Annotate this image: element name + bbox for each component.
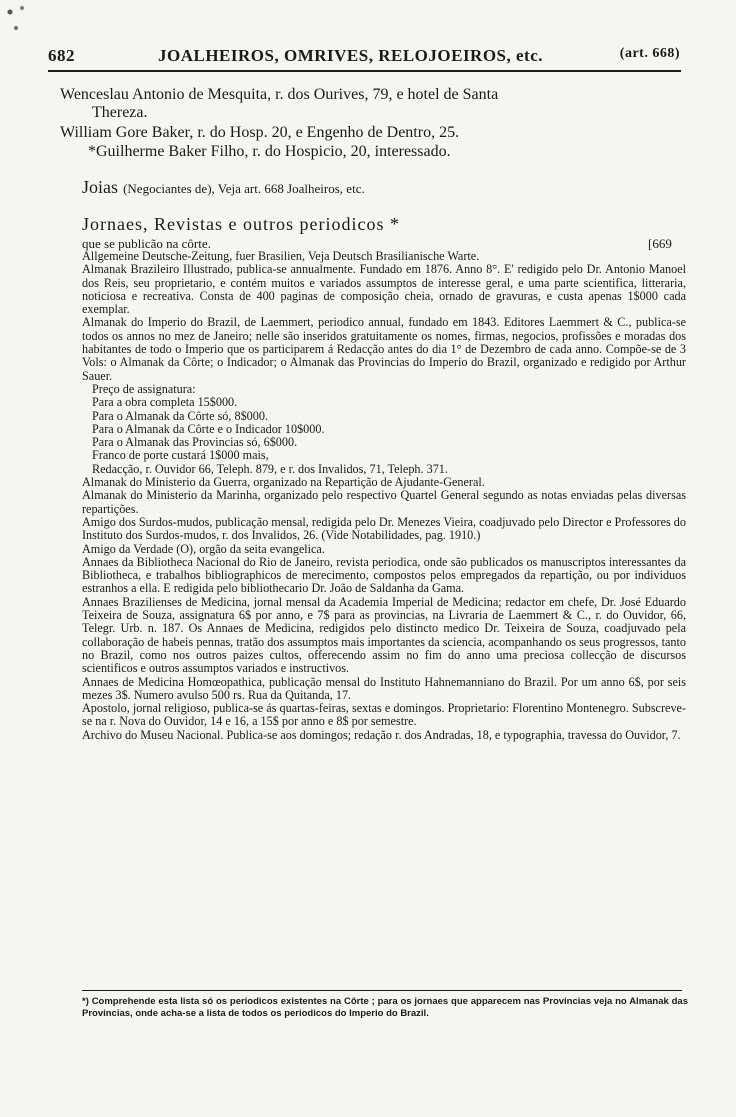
entry-william: William Gore Baker, r. do Hosp. 20, e Engenho de Dentro, 25.: [60, 124, 460, 141]
entry-preco-provincias: Para o Almanak das Provincias só, 6$000.: [92, 435, 298, 450]
entry-almanak-illustrado: Almanak Brazileiro Illustrado, publica-se annualmente. Fundado em 1876. Anno 8°. E' redigido pelo Dr. Antonio Manoel dos Reis, seu proprietario, e contém muitos e variados assumptos de interesse geral, e uma parte scientifica, litteraria, noticiosa e recreativa. Consta de 400 paginas de composição cheia, ornado de gravuras, e custa apenas 1$000 cada exemplar.: [82, 262, 686, 317]
entry-almanak-imperio: Almanak do Imperio do Brazil, de Laemmert, periodico annual, fundado em 1843. Editores Laemmert & C., publica-se todos os annos no mez de Janeiro; nelle são inseridos gratuitamente os nomes, firmas, negocios, profissões e moradas dos habitantes de todo o Imperio que os participarem á Redacção antes do dia 1° de Dezembro de cada anno. Compõe-se de 3 Vols: o Almanak da Côrte; o Indicador; o Almanak das Provincias do Imperio do Brazil, organizado e redigido por Arthur Sauer.: [82, 315, 686, 383]
section-title: Jornaes, Revistas e outros periodicos *: [82, 214, 400, 234]
page-number: 682: [48, 46, 75, 65]
entry-preco-corte: Para o Almanak da Côrte só, 8$000.: [92, 408, 269, 423]
entry-annaes-homoeopathica: Annaes de Medicina Homœopathica, publicação mensal do Instituto Hahnemanniano do Brazil. Por um anno 6$, por seis mezes 3$. Numero avulso 500 rs. Rua da Quitanda, 17.: [82, 674, 686, 702]
running-title: JOALHEIROS, OMRIVES, RELOJOEIROS, etc.: [158, 46, 544, 65]
footnote: *) Comprehende esta lista só os periodicos existentes na Côrte ; para os jornaes que apparecem nas Provincias veja no Almanak das Provincias, onde acha-se a lista de todos os periodicos do Imperio do Brazil.: [82, 996, 688, 1019]
entry-amigo-verdade: Amigo da Verdade (O), orgão da seita evangelica.: [82, 541, 325, 556]
page-edge-blemish: [0, 0, 34, 44]
section-ref: [669: [648, 236, 672, 251]
entry-wenceslau-cont: Thereza.: [92, 104, 148, 121]
entry-annaes-bibliotheca: Annaes da Bibliotheca Nacional do Rio de Janeiro, revista periodica, onde são publicados os manuscriptos interessantes da Bibliotheca, e trabalhos bibliographicos de merecimento, compostos pelos empregados da repartição, ou por individuos estranhos a ella. E redigida pelo bibliothecario Dr. João de Saldanha da Gama.: [82, 554, 686, 596]
entry-amigo-surdos: Amigo dos Surdos-mudos, publicação mensal, redigida pelo Dr. Menezes Vieira, coadjuvado pelo Director e Professores do Instituto dos Surdos-mudos, r. dos Invalidos, 26. (Vide Notabilidades, pag. 1910.): [82, 514, 686, 543]
joias-title: Joias: [82, 177, 118, 197]
entry-almanak-marinha: Almanak do Ministerio da Marinha, organizado pelo respectivo Quartel General segundo as notas enviadas pelas diversas repartições.: [82, 488, 686, 516]
entry-annaes-brazilienses: Annaes Brazilienses de Medicina, jornal mensal da Academia Imperial de Medicina; redactor em chefe, Dr. José Eduardo Teixeira de Souza, assignatura 6$ por anno, e 7$ para as provincias, na Livraria de Laemmert & C., r. do Ouvidor, 66, Telegr. Urb. n. 187. Os Annaes de Medicina, redigidos pelo distincto medico Dr. Teixeira de Souza, coadjuvado pela collaboração de habeis pennas, tratão dos assumptos mais importantes da sciencia, acompanhando os seus progressos, tanto no Brazil, como nos outros paizes cultos, offerecendo assim no fim do anno uma preciosa collecção de discursos scientificos e outros assumptos variados e instructivos.: [82, 594, 686, 676]
entry-wenceslau: Wenceslau Antonio de Mesquita, r. dos Ourives, 79, e hotel de Santa: [60, 86, 499, 103]
entry-preco: Preço de assignatura:: [92, 381, 196, 396]
joias-text: (Negociantes de), Veja art. 668 Joalheiros, etc.: [123, 181, 365, 196]
entry-archivo-museu: Archivo do Museu Nacional. Publica-se aos domingos; redação r. dos Andradas, 18, e typographia, travessa do Ouvidor, 7.: [82, 727, 681, 742]
entry-preco-completa: Para a obra completa 15$000.: [92, 395, 238, 410]
entry-guilherme: *Guilherme Baker Filho, r. do Hospicio, 20, interessado.: [88, 143, 451, 160]
article-reference: (art. 668): [619, 46, 680, 61]
entry-preco-corte-indicador: Para o Almanak da Côrte e o Indicador 10$000.: [92, 421, 325, 436]
section-intro: que se publicão na côrte.: [82, 236, 211, 251]
entry-allgemeine: Allgemeine Deutsche-Zeitung, fuer Brasilien, Veja Deutsch Brasilianische Warte.: [82, 249, 480, 263]
footnote-rule: [82, 990, 682, 991]
header-rule: [48, 70, 681, 72]
entry-apostolo: Apostolo, jornal religioso, publica-se ás quartas-feiras, sextas e domingos. Proprietario: Florentino Montenegro. Subscreve-se na r. Nova do Ouvidor, 14 e 16, a 15$ por anno e 8$ por semestre.: [82, 701, 686, 729]
periodicals-list: [82, 250, 686, 742]
entry-franco: Franco de porte custará 1$000 mais,: [92, 448, 269, 463]
entry-redaccao: Redacção, r. Ouvidor 66, Teleph. 879, e r. dos Invalidos, 71, Teleph. 371.: [92, 461, 448, 476]
entry-almanak-guerra: Almanak do Ministerio da Guerra, organizado na Repartição de Ajudante-General.: [82, 475, 485, 490]
joias-line: [82, 177, 365, 198]
